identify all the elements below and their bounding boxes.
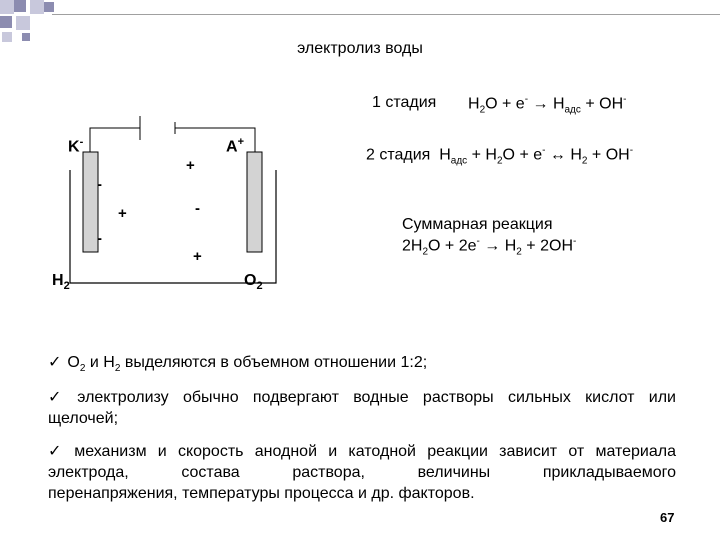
hydrogen-gas-label: $H_2$ (52, 272, 70, 293)
stage1-label: 1 стадия (372, 94, 437, 111)
slide-title: электролиз воды (297, 40, 423, 57)
page-number: 67 (660, 510, 675, 525)
cathode-electrode (83, 152, 98, 252)
summary-label: Суммарная реакция (402, 216, 553, 233)
ion-minus: - (97, 176, 102, 193)
ion-plus: + (193, 248, 202, 265)
anode-electrode (247, 152, 262, 252)
cathode-wire (90, 128, 140, 152)
ion-plus: + (186, 157, 195, 174)
bullet-reaction-mechanism: ✓ механизм и скорость анодной и катодной реакции зависит от материала электрода, состава раствора, величины прикладываемого перенапряжения, температуры процесса и др. факторов. (48, 443, 677, 502)
check-icon: ✓ (48, 443, 69, 460)
check-icon: ✓ (48, 354, 62, 371)
ion-minus: - (195, 200, 200, 217)
summary-equation: $2H_2O + 2e^- \to H_2 + 2OH^-$ (402, 236, 577, 258)
check-icon: ✓ (48, 389, 72, 406)
bullet-electrolyte-solutions: ✓ электролизу обычно подвергают водные растворы сильных кислот или щелочей; (48, 389, 676, 427)
bullet-volume-ratio: ✓ $O_2$ и $H_2$ выделяются в объемном отношении 1:2; (48, 354, 428, 375)
ion-minus: - (97, 230, 102, 247)
ion-plus: + (118, 205, 127, 222)
stage2-equation: 2 стадия $H_{адс} + H_2O + e^-$ ↔ $H_2 + OH^-$ (366, 145, 634, 167)
anode-label: A+ (226, 136, 244, 156)
cathode-label: K- (68, 136, 84, 156)
oxygen-gas-label: $O_2$ (244, 272, 263, 293)
stage1-equation: $H_2O + e^- \to H_{адс} + OH^-$ (468, 94, 627, 116)
